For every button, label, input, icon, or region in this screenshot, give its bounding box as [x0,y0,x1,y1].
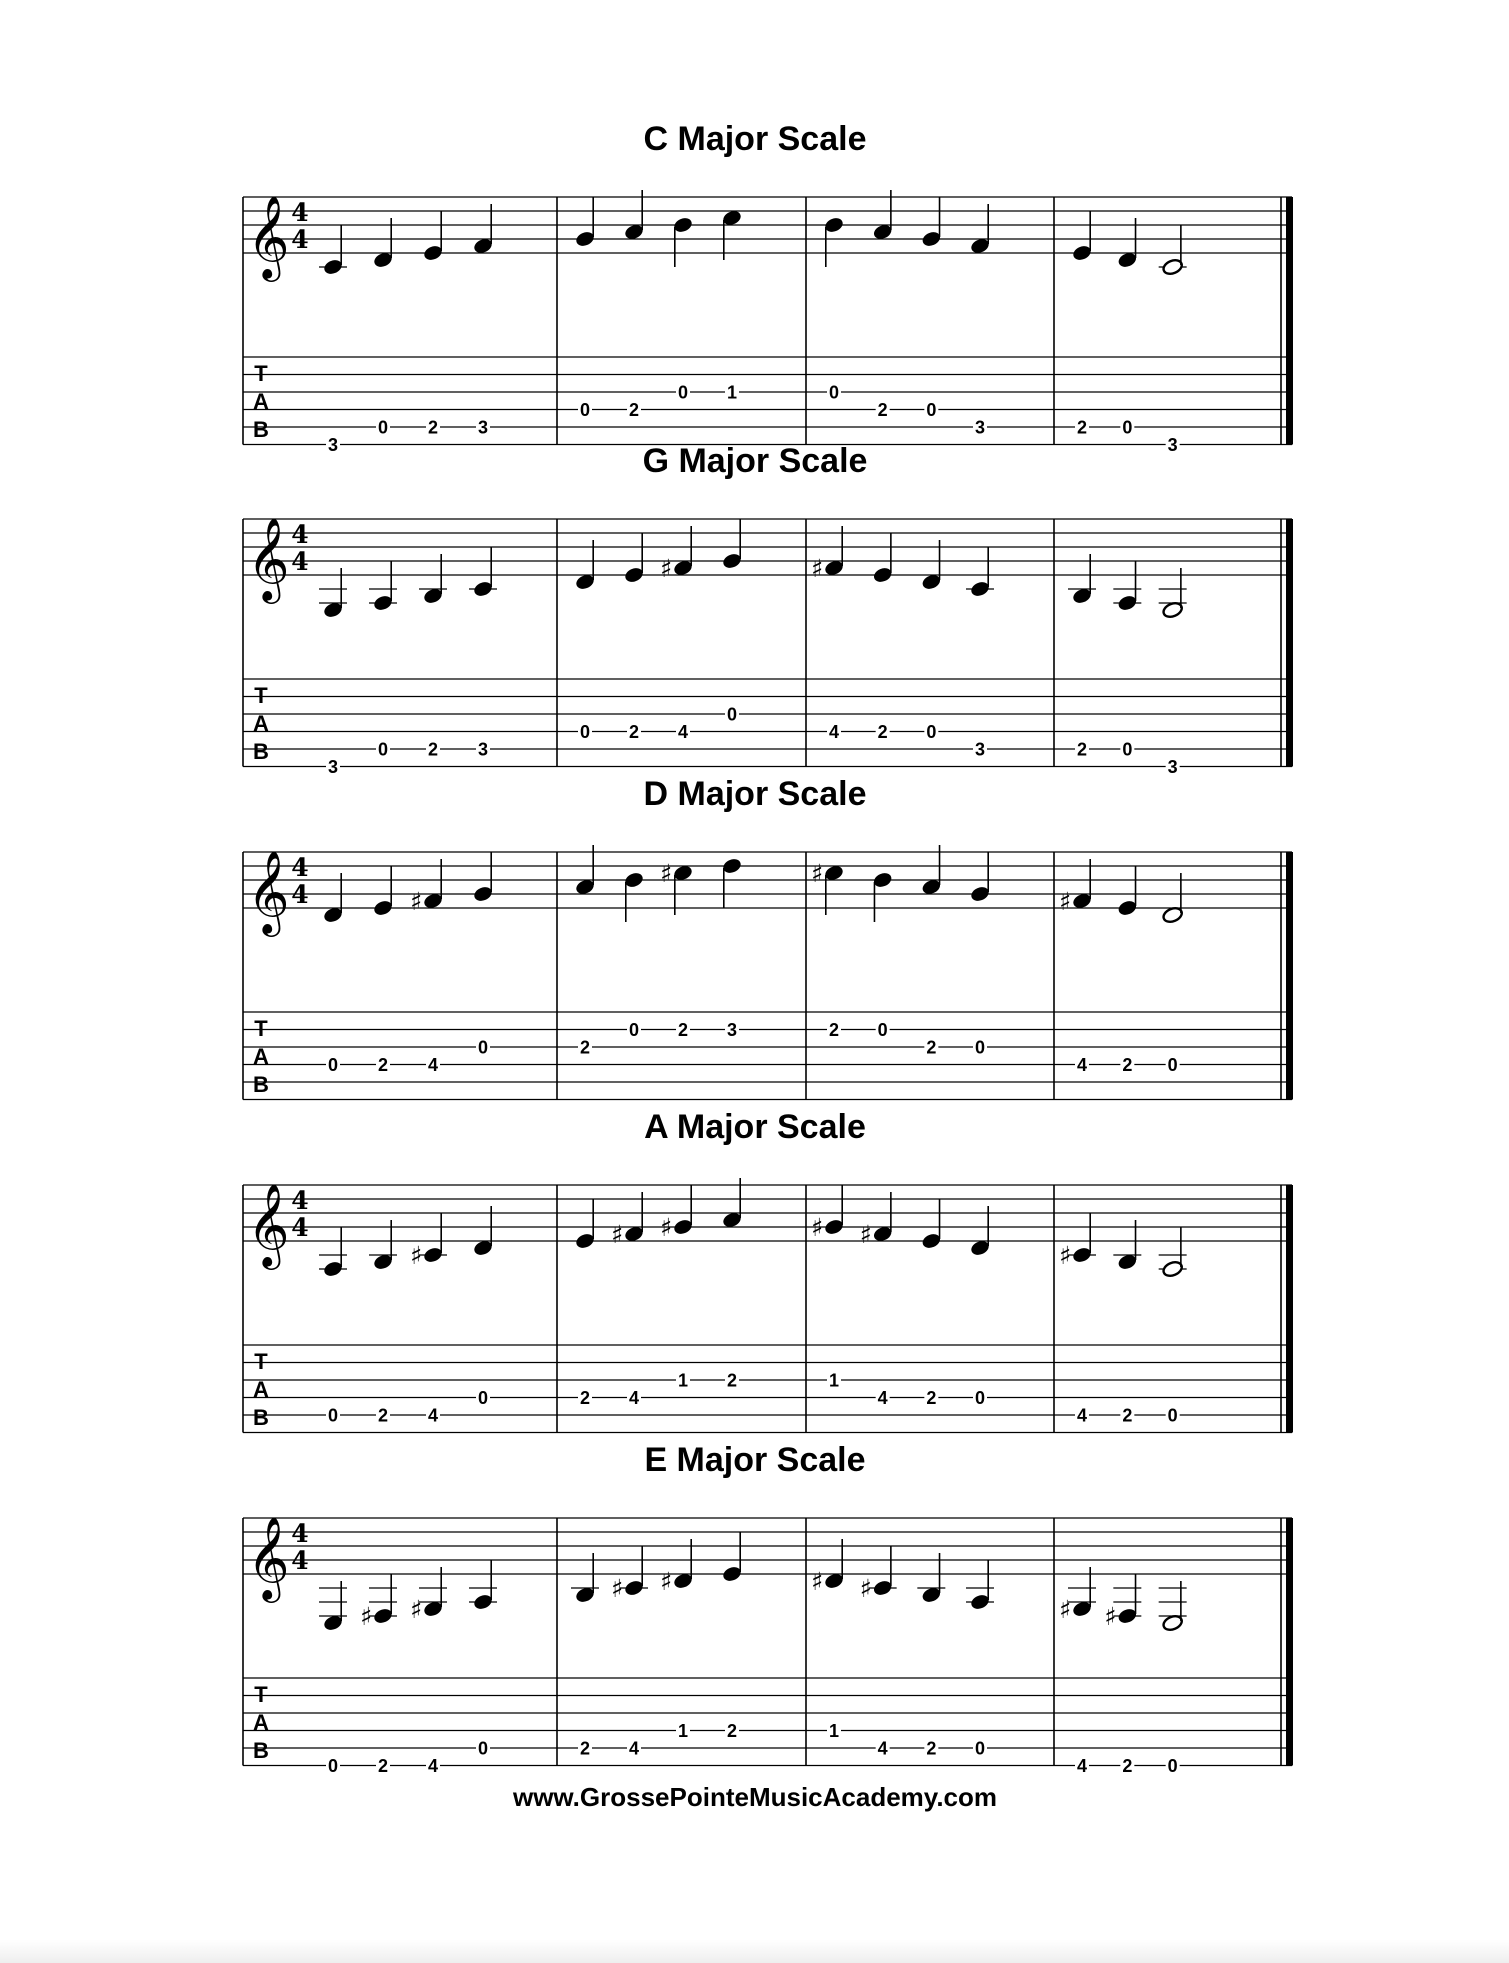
fret-number: 0 [327,1756,339,1776]
fret-number: 2 [726,1370,738,1391]
sharp-icon: ♯ [859,1220,872,1249]
tab-letter: T [254,683,268,708]
fret-number: 0 [327,1055,339,1075]
sharp-icon: ♯ [659,554,673,583]
fret-number: 1 [677,1721,689,1741]
sharp-icon: ♯ [1104,1602,1117,1631]
fret-number: 2 [677,1020,689,1040]
fret-number: 2 [628,400,640,420]
final-bar-line [1286,519,1293,767]
time-signature-bottom: 4 [291,1546,309,1575]
fret-number: 2 [427,739,439,760]
fret-number: 2 [926,1037,937,1058]
tab-letter: B [253,1738,269,1763]
sharp-icon: ♯ [409,887,423,916]
website-link: www.GrossePointeMusicAcademy.com [512,1782,998,1812]
time-signature-top: 4 [291,1186,309,1215]
fret-number: 3 [327,435,339,455]
time-signature-top: 4 [291,853,309,882]
fret-number: 3 [477,417,489,438]
fret-number: 0 [327,1405,339,1426]
time-signature-top: 4 [291,520,309,549]
fret-number: 4 [1076,1055,1088,1075]
final-bar-line [1286,1518,1293,1766]
fret-number: 4 [427,1756,439,1776]
treble-clef-icon: 𝄞 [247,194,290,278]
scale-system [243,1441,1293,1776]
fret-number: 0 [1122,739,1133,760]
fret-number: 2 [726,1721,738,1741]
fret-number: 3 [327,757,339,777]
fret-number: 1 [828,1721,840,1741]
fret-number: 0 [628,1020,640,1040]
fret-number: 2 [1076,739,1088,760]
page-bottom-shadow [0,1940,1509,1963]
tab-letter: B [253,417,269,442]
fret-number: 0 [377,739,389,760]
fret-number: 2 [377,1055,389,1075]
fret-number: 4 [427,1055,439,1075]
scale-system [243,775,1293,1100]
scale-title: A Major Scale [644,1108,866,1146]
fret-number: 2 [579,1738,591,1759]
scale-system [243,1108,1293,1433]
fret-number: 2 [1122,1405,1133,1426]
fret-number: 0 [926,722,937,742]
tab-letter: A [253,1044,269,1069]
fret-number: 3 [477,739,489,760]
fret-number: 0 [377,417,389,438]
fret-number: 0 [677,382,689,403]
fret-number: 2 [1122,1055,1133,1075]
scale-system [243,442,1293,777]
time-signature-bottom: 4 [291,1213,309,1242]
time-signature-top: 4 [291,1519,309,1548]
final-bar-line [1286,1185,1293,1433]
fret-number: 0 [974,1388,986,1408]
final-bar-line [1286,197,1293,445]
scale-system [243,120,1293,455]
fret-number: 2 [926,1738,937,1759]
sharp-icon: ♯ [359,1602,373,1631]
sharp-icon: ♯ [1058,1241,1072,1270]
sharp-icon: ♯ [409,1595,423,1624]
final-bar-line [1286,852,1293,1100]
scale-title: D Major Scale [643,775,867,813]
sharp-icon: ♯ [659,1567,673,1596]
fret-number: 0 [477,1388,489,1408]
fret-number: 0 [1122,417,1133,438]
fret-number: 0 [579,722,591,742]
fret-number: 0 [477,1738,489,1759]
fret-number: 0 [477,1037,489,1058]
fret-number: 3 [974,417,986,438]
fret-number: 2 [1076,417,1088,438]
fret-number: 0 [1167,1756,1178,1776]
fret-number: 0 [1167,1055,1178,1075]
fret-number: 3 [1167,435,1178,455]
time-signature-bottom: 4 [291,547,309,576]
fret-number: 0 [828,382,840,403]
treble-clef-icon: 𝄞 [247,516,290,600]
tab-letter: A [253,711,269,736]
fret-number: 2 [427,417,439,438]
fret-number: 2 [579,1388,591,1408]
scale-title: E Major Scale [644,1441,866,1479]
fret-number: 4 [877,1738,888,1759]
tab-letter: T [254,361,268,386]
fret-number: 4 [877,1388,888,1408]
fret-number: 0 [974,1037,986,1058]
sharp-icon: ♯ [810,1213,824,1242]
treble-clef-icon: 𝄞 [247,849,290,933]
sharp-icon: ♯ [659,1213,673,1242]
treble-clef-icon: 𝄞 [247,1515,290,1599]
sharp-icon: ♯ [810,554,824,583]
fret-number: 0 [726,704,738,725]
fret-number: 0 [926,400,937,420]
fret-number: 4 [1076,1756,1088,1776]
tab-letter: T [254,1349,268,1374]
scale-title: C Major Scale [643,120,867,158]
tab-letter: T [254,1016,268,1041]
sharp-icon: ♯ [859,1574,872,1603]
tab-letter: B [253,1405,269,1430]
fret-number: 4 [677,722,689,742]
fret-number: 4 [828,722,840,742]
time-signature-bottom: 4 [291,225,309,254]
scale-title: G Major Scale [642,442,868,480]
fret-number: 2 [377,1405,389,1426]
fret-number: 2 [828,1020,840,1040]
fret-number: 4 [628,1388,640,1408]
time-signature-top: 4 [291,198,309,227]
sharp-icon: ♯ [659,859,673,888]
fret-number: 2 [926,1388,937,1408]
time-signature-bottom: 4 [291,880,309,909]
fret-number: 0 [974,1738,986,1759]
fret-number: 4 [1076,1405,1088,1426]
tab-letter: A [253,1710,269,1735]
tab-letter: B [253,1072,269,1097]
sharp-icon: ♯ [610,1220,624,1249]
fret-number: 0 [579,400,591,420]
fret-number: 2 [877,400,888,420]
fret-number: 4 [427,1405,439,1426]
sharp-icon: ♯ [1058,887,1072,916]
tab-letter: A [253,389,269,414]
fret-number: 2 [1122,1756,1133,1776]
fret-number: 2 [628,722,640,742]
tab-letter: T [254,1682,268,1707]
sharp-icon: ♯ [409,1241,423,1270]
sharp-icon: ♯ [1058,1595,1072,1624]
fret-number: 2 [579,1037,591,1058]
sharp-icon: ♯ [810,859,824,888]
fret-number: 3 [726,1020,738,1040]
fret-number: 3 [974,739,986,760]
tab-letter: B [253,739,269,764]
sharp-icon: ♯ [610,1574,624,1603]
fret-number: 2 [877,722,888,742]
fret-number: 0 [877,1020,888,1040]
tab-letter: A [253,1377,269,1402]
treble-clef-icon: 𝄞 [247,1182,290,1266]
fret-number: 2 [377,1756,389,1776]
fret-number: 1 [828,1370,840,1391]
fret-number: 0 [1167,1405,1178,1426]
fret-number: 3 [1167,757,1178,777]
fret-number: 1 [677,1370,689,1391]
fret-number: 4 [628,1738,640,1759]
sharp-icon: ♯ [810,1567,824,1596]
fret-number: 1 [726,382,738,403]
